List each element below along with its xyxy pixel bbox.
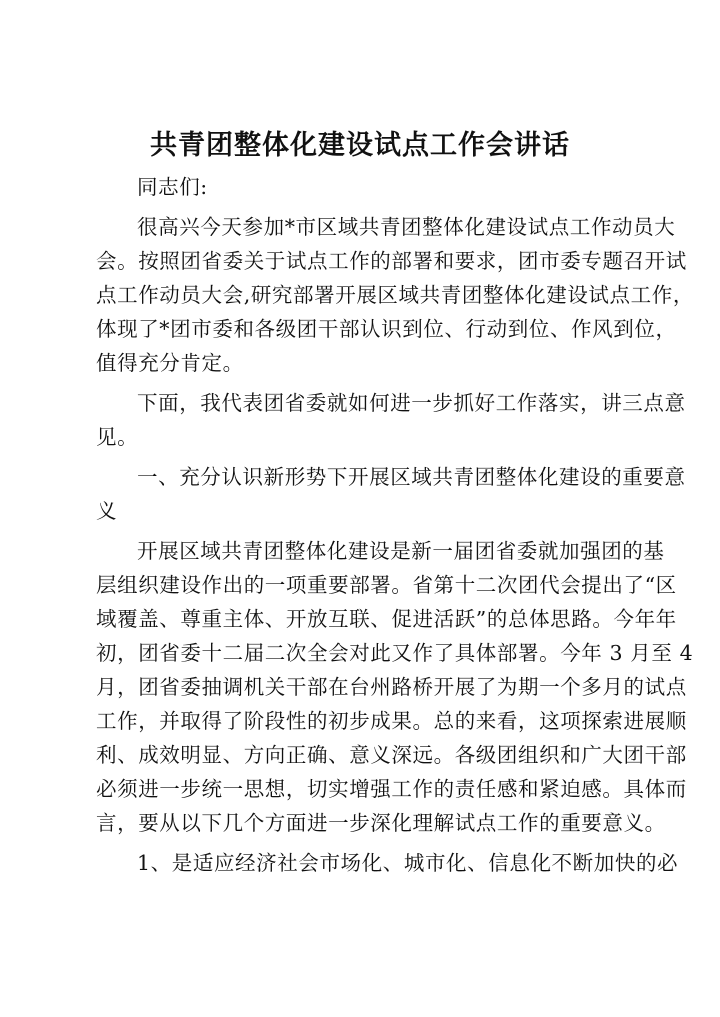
paragraph-line: 域覆盖、尊重主体、开放互联、促进活跃”的总体思路。今年年 bbox=[96, 607, 677, 631]
paragraph-line: 月，团省委抽调机关干部在台州路桥开展了为期一个多月的试点 bbox=[96, 675, 687, 699]
paragraph-line: 必须进一步统一思想，切实增强工作的责任感和紧迫感。具体而 bbox=[96, 777, 687, 801]
paragraph-line: 体现了*团市委和各级团干部认识到位、行动到位、作风到位， bbox=[96, 317, 677, 341]
paragraph-line: 点工作动员大会,研究部署开展区域共青团整体化建设试点工作， bbox=[96, 283, 694, 307]
document-title: 共青团整体化建设试点工作会讲话 bbox=[150, 130, 570, 161]
paragraph-line: 很高兴今天参加*市区域共青团整体化建设试点工作动员大 bbox=[137, 215, 676, 239]
paragraph-line: 言，要从以下几个方面进一步深化理解试点工作的重要意义。 bbox=[96, 811, 666, 835]
section-heading: 一、充分认识新形势下开展区域共青团整体化建设的重要意 bbox=[137, 465, 686, 489]
paragraph-line: 工作，并取得了阶段性的初步成果。总的来看，这项探索进展顺 bbox=[96, 709, 687, 733]
paragraph-line: 会。按照团省委关于试点工作的部署和要求，团市委专题召开试 bbox=[96, 249, 687, 273]
paragraph-line: 1、是适应经济社会市场化、城市化、信息化不断加快的必 bbox=[137, 851, 679, 875]
paragraph-line: 值得充分肯定。 bbox=[96, 351, 244, 375]
paragraph-line: 初，团省委十二届二次全会对此又作了具体部署。今年 3 月至 4 bbox=[96, 641, 694, 665]
paragraph-line: 见。 bbox=[96, 425, 139, 449]
paragraph-line: 利、成效明显、方向正确、意义深远。各级团组织和广大团干部 bbox=[96, 743, 687, 767]
section-heading: 义 bbox=[96, 499, 118, 523]
salutation: 同志们: bbox=[137, 175, 208, 199]
paragraph-line: 下面，我代表团省委就如何进一步抓好工作落实，讲三点意 bbox=[137, 391, 686, 415]
paragraph-line: 层组织建设作出的一项重要部署。省第十二次团代会提出了“区 bbox=[96, 573, 677, 597]
paragraph-line: 开展区域共青团整体化建设是新一届团省委就加强团的基 bbox=[137, 539, 665, 563]
